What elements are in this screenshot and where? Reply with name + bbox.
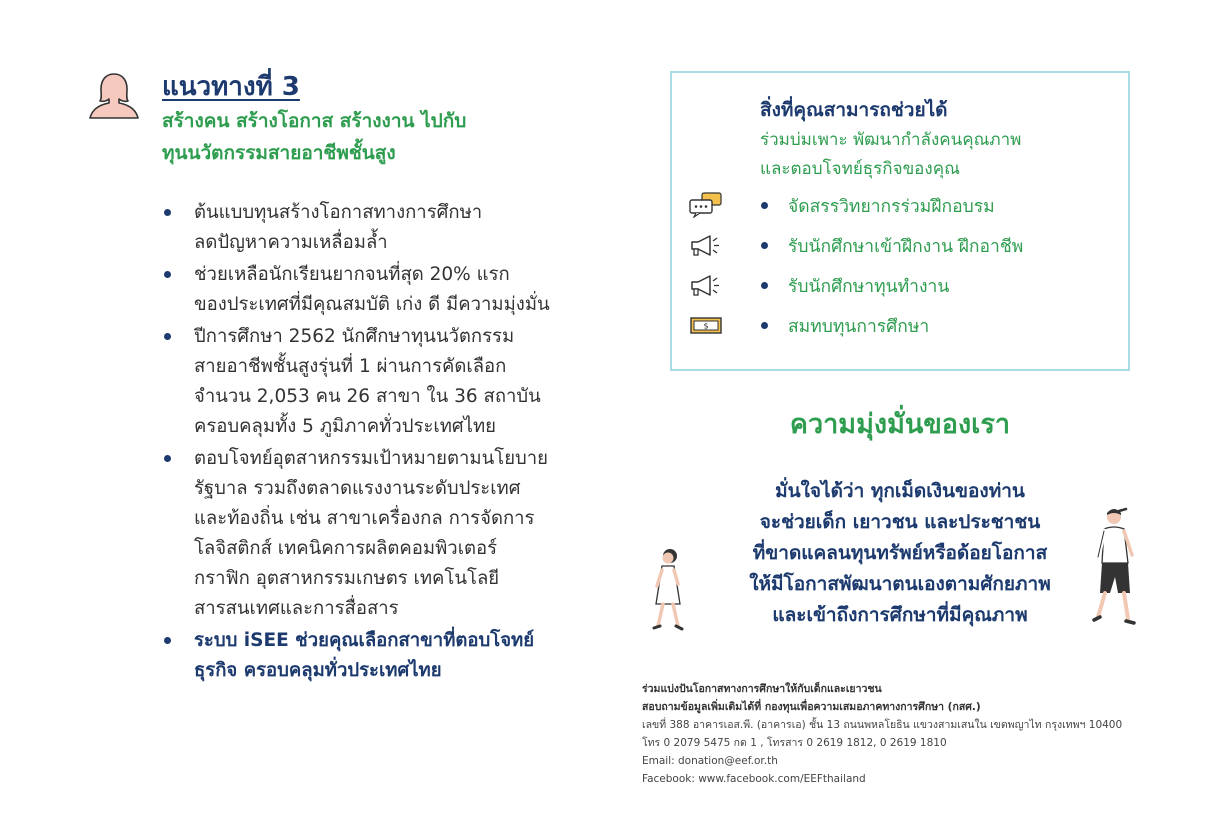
bullet-list (162, 198, 582, 686)
bullet-dot (164, 637, 171, 644)
commitment-text: มั่นใจได้ว่า ทุกเม็ดเงินของท่าน จะช่วยเด็ก เยาวชน และประชาชน ที่ขาดแคลนทุนทรัพย์หรือด้อยโอกาส ให้มีโอกาสพัฒนาตนเองตามศักยภาพ และเข้าถึงการศึกษาที่มีคุณภาพ (749, 480, 1051, 626)
girl-illustration (644, 546, 692, 634)
bullet-dot (164, 333, 171, 340)
help-item-label: สมทบทุนการศึกษา (788, 317, 930, 337)
bullet-dot (164, 455, 171, 462)
footer-phone: โทร 0 2079 5475 กด 1 , โทรสาร 0 2619 1812, 0 2619 1810 (642, 737, 947, 749)
money-note-icon (688, 312, 724, 338)
bullet-dot (164, 209, 171, 216)
footer-facebook[interactable]: Facebook: www.facebook.com/EEFthailand (642, 773, 866, 785)
help-title: สิ่งที่คุณสามารถช่วยได้ (760, 99, 948, 121)
section-subtitle-line-2: ทุนนวัตกรรมสายอาชีพชั้นสูง (162, 142, 396, 164)
svg-text:$: $ (703, 321, 709, 331)
bullet-dot (164, 271, 171, 278)
footer-email[interactable]: Email: donation@eef.or.th (642, 755, 778, 767)
bullet-item: ปีการศึกษา 2562 นักศึกษาทุนนวัตกรรม สายอาชีพชั้นสูงรุ่นที่ 1 ผ่านการคัดเลือก จำนวน 2,053 คน 26 สาขา ใน 36 สถาบัน ครอบคลุมทั้ง 5 ภูมิภาคทั่วประเทศไทย (162, 322, 582, 442)
megaphone-icon (688, 272, 724, 298)
bullet-item: ตอบโจทย์อุตสาหกรรมเป้าหมายตามนโยบาย รัฐบาล รวมถึงตลาดแรงงานระดับประเทศ และท้องถิ่น เช่น สาขาเครื่องกล การจัดการ โลจิสติกส์ เทคนิคการผลิตคอมพิวเตอร์ กราฟิก อุตสาหกรรมเกษตร เทคโนโลยี สารสนเทศและการสื่อสาร (162, 444, 582, 624)
bullet-item-isee: ระบบ iSEE ช่วยคุณเลือกสาขาที่ตอบโจทย์ ธุรกิจ ครอบคลุมทั่วประเทศไทย (162, 626, 582, 686)
bullet-item: ช่วยเหลือนักเรียนยากจนที่สุด 20% แรก ของประเทศที่มีคุณสมบัติ เก่ง ดี มีความมุ่งมั่น (162, 260, 582, 320)
help-item-internship (688, 230, 1108, 260)
commitment-title: ความมุ่งมั่นของเรา (789, 409, 1011, 440)
help-subtitle-line-2: และตอบโจทย์ธุรกิจของคุณ (760, 159, 960, 179)
help-subtitle-line-1: ร่วมบ่มเพาะ พัฒนากำลังคนคุณภาพ (760, 130, 1022, 150)
person-avatar-icon (86, 70, 142, 120)
bullet-dot (761, 282, 768, 289)
help-item-scholar-work (688, 270, 1108, 300)
footer-contact-org: สอบถามข้อมูลเพิ่มเติมได้ที่ กองทุนเพื่อความเสมอภาคทางการศึกษา (กสศ.) (642, 701, 981, 713)
section-subtitle-line-1: สร้างคน สร้างโอกาส สร้างงาน ไปกับ (162, 110, 467, 132)
help-item-label: รับนักศึกษาเข้าฝึกงาน ฝึกอาชีพ (788, 237, 1024, 257)
megaphone-icon (688, 232, 724, 258)
chat-bubbles-icon (688, 192, 724, 218)
footer-tagline: ร่วมแบ่งปันโอกาสทางการศึกษาให้กับเด็กและเยาวชน (642, 683, 882, 695)
contact-footer (642, 680, 1202, 788)
bullet-dot (761, 242, 768, 249)
help-item-label: รับนักศึกษาทุนทำงาน (788, 277, 950, 297)
footer-address: เลขที่ 388 อาคารเอส.พี. (อาคารเอ) ชั้น 13 ถนนพหลโยธิน แขวงสามเสนใน เขตพญาไท กรุงเทพฯ 10400 (642, 719, 1123, 731)
help-item-label: จัดสรรวิทยากรร่วมฝึกอบรม (788, 197, 995, 217)
bullet-item: ต้นแบบทุนสร้างโอกาสทางการศึกษา ลดปัญหาความเหลื่อมล้ำ (162, 198, 582, 258)
help-item-trainers (688, 190, 1108, 220)
bullet-dot (761, 202, 768, 209)
woman-illustration (1088, 505, 1144, 630)
help-item-donate (688, 310, 1108, 340)
section-title: แนวทางที่ 3 (162, 72, 300, 102)
bullet-dot (761, 322, 768, 329)
